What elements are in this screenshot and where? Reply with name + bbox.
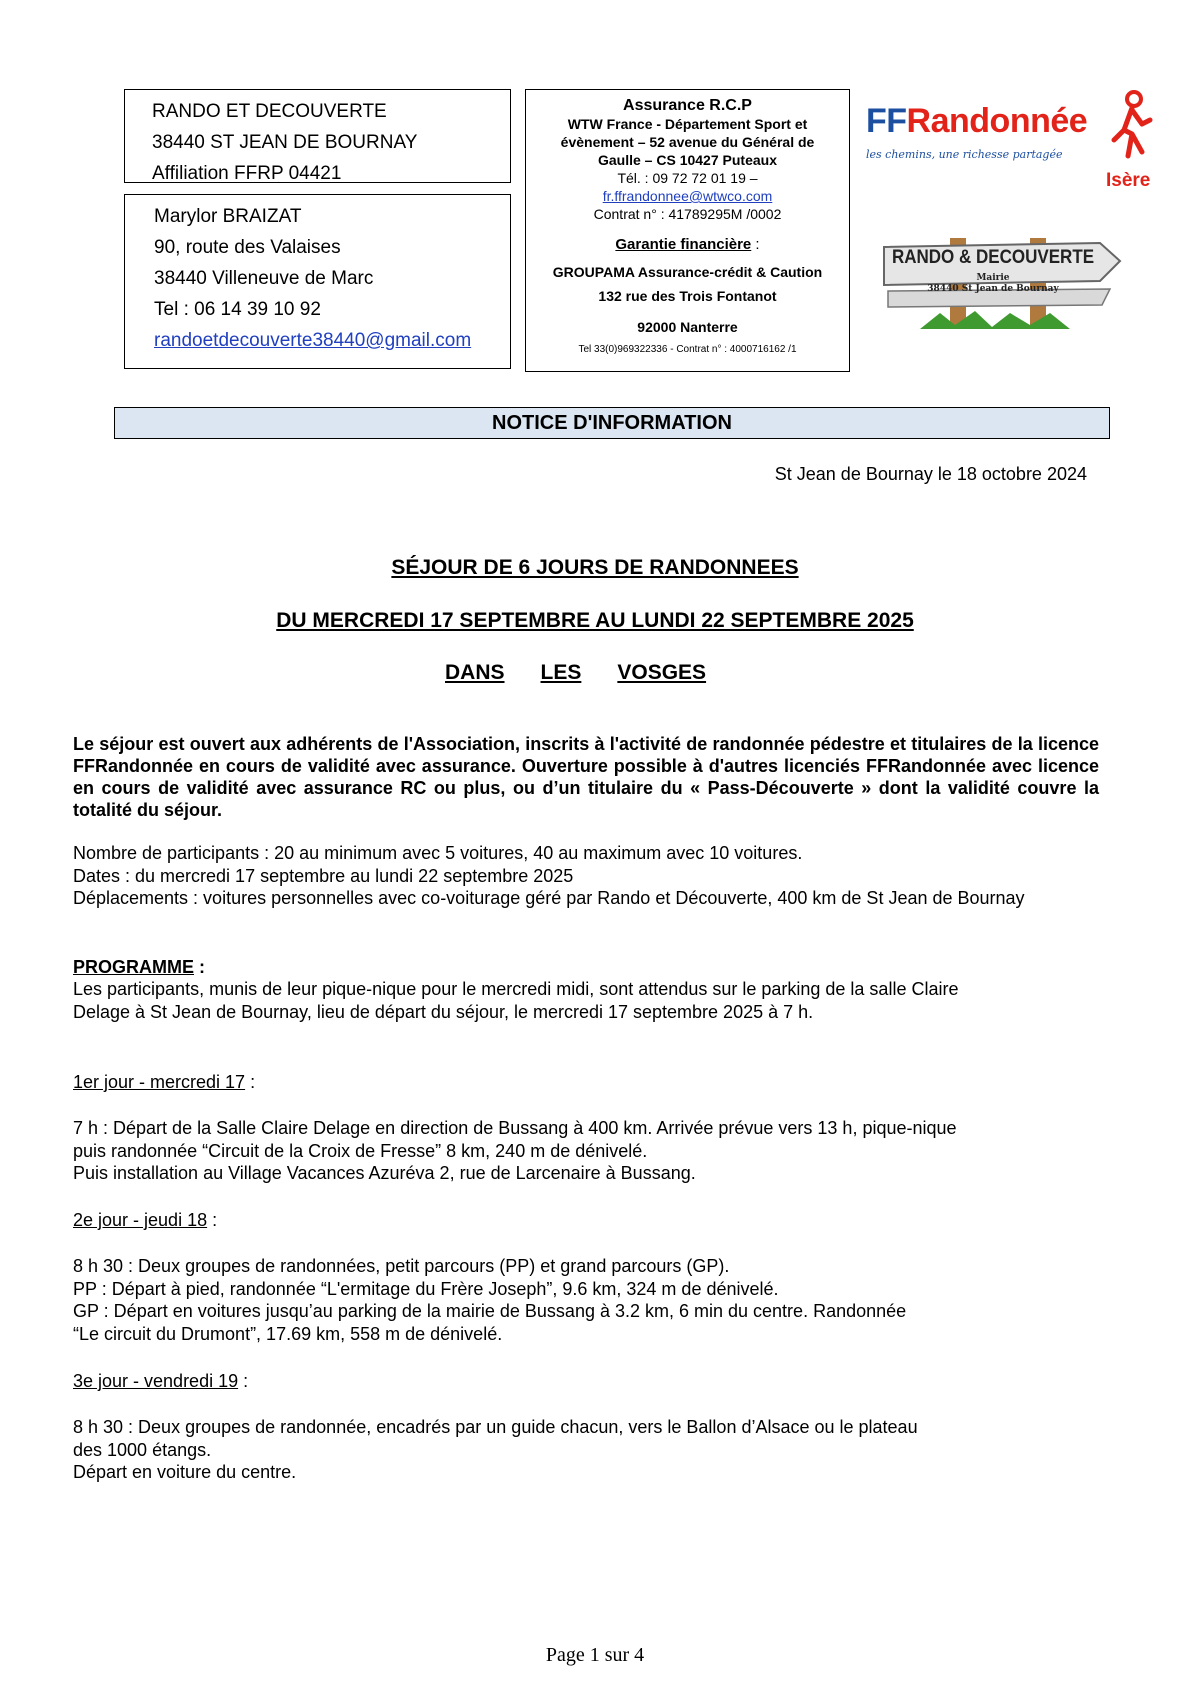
ffr-region: Isère xyxy=(1106,170,1151,191)
day-1-colon: : xyxy=(245,1072,256,1092)
sign-line-2: 38440 St Jean de Bournay xyxy=(927,284,1059,294)
title-les: LES xyxy=(540,661,582,684)
title-dates: DU MERCREDI 17 SEPTEMBRE AU LUNDI 22 SEPTEMBRE 2025 xyxy=(276,609,914,632)
insurance-title: Assurance R.C.P xyxy=(623,97,752,114)
ffr-brand-prefix: FF xyxy=(866,102,907,140)
sign-title: RANDO & DECOUVERTE xyxy=(891,245,1095,268)
contact-box xyxy=(124,194,511,369)
day-3-label: 3e jour - vendredi 19 xyxy=(73,1371,239,1391)
day-2-line-1: 8 h 30 : Deux groupes de randonnées, petit parcours (PP) et grand parcours (GP). xyxy=(73,1256,730,1276)
date-line: St Jean de Bournay le 18 octobre 2024 xyxy=(774,464,1087,484)
programme-intro-line-1: Les participants, munis de leur pique-nique pour le mercredi midi, sont attendus sur le parking de la salle Claire xyxy=(73,979,959,999)
day-3-line-3: Départ en voiture du centre. xyxy=(73,1462,297,1482)
club-name: RANDO ET DECOUVERTE xyxy=(152,101,387,122)
guarantee-colon: : xyxy=(751,236,760,253)
day-2-line-3: GP : Départ en voitures jusqu’au parking de la mairie de Bussang à 3.2 km, 6 min du centre. Randonnée xyxy=(73,1301,907,1321)
contact-phone: Tel : 06 14 39 10 92 xyxy=(154,299,321,320)
info-dates: Dates : du mercredi 17 septembre au lundi 22 septembre 2025 xyxy=(73,865,574,886)
insurance-box xyxy=(525,89,850,372)
contact-street: 90, route des Valaises xyxy=(154,237,341,258)
programme-heading: PROGRAMME xyxy=(73,957,194,977)
ffr-brand-main: Randonnée xyxy=(906,102,1088,140)
title-dans: DANS xyxy=(445,661,505,684)
title-sejour: SÉJOUR DE 6 JOURS DE RANDONNEES xyxy=(391,556,799,579)
sign-line-1: Mairie xyxy=(976,273,1010,283)
day-1-line-2: puis randonnée “Circuit de la Croix de Fresse” 8 km, 240 m de dénivelé. xyxy=(73,1140,648,1161)
club-box xyxy=(124,89,511,183)
day-1-line-1: 7 h : Départ de la Salle Claire Delage en direction de Bussang à 400 km. Arrivée prévue vers 13 h, pique-nique xyxy=(73,1118,957,1138)
notice-banner xyxy=(114,407,1110,439)
info-travel: Déplacements : voitures personnelles avec co-voiturage géré par Rando et Découverte, 400 km de St Jean de Bournay xyxy=(73,888,1025,908)
insurer-city: 92000 Nanterre xyxy=(637,319,738,335)
hiker-icon xyxy=(1108,90,1156,162)
insurance-line-1: WTW France - Département Sport et xyxy=(567,116,808,132)
day-3-line-1: 8 h 30 : Deux groupes de randonnée, encadrés par un guide chacun, vers le Ballon d’Alsace ou le plateau xyxy=(73,1417,918,1437)
contact-city: 38440 Villeneuve de Marc xyxy=(154,268,374,289)
insurer-name: GROUPAMA Assurance-crédit & Caution xyxy=(552,264,823,280)
programme-colon: : xyxy=(194,957,205,977)
club-city: 38440 ST JEAN DE BOURNAY xyxy=(152,132,418,153)
info-participants: Nombre de participants : 20 au minimum avec 5 voitures, 40 au maximum avec 10 voitures. xyxy=(73,843,803,863)
intro-paragraph: Le séjour est ouvert aux adhérents de l'Association, inscrits à l'activité de randonnée pédestre et titulaires de la licence FFRandonnée en cours de validité avec assurance. Ouverture possible à d'autres licenciés FFRandonnée avec licence en cours de validité avec assurance RC ou plus, ou d’un titulaire du « Pass-Découverte » dont la validité couvre la totalité du séjour. xyxy=(73,734,1099,820)
contact-email-link[interactable]: randoetdecouverte38440@gmail.com xyxy=(154,330,472,351)
insurance-email-link[interactable]: fr.ffrandonnee@wtwco.com xyxy=(602,188,773,204)
insurance-phone: Tél. : 09 72 72 01 19 – xyxy=(617,170,758,186)
day-1-label: 1er jour - mercredi 17 xyxy=(73,1072,246,1092)
day-2-line-4: “Le circuit du Drumont”, 17.69 km, 558 m de dénivelé. xyxy=(73,1323,503,1344)
page-number: Page 1 sur 4 xyxy=(545,1644,645,1666)
contact-name: Marylor BRAIZAT xyxy=(154,206,302,227)
guarantee-label: Garantie financière xyxy=(615,236,752,253)
day-2-colon: : xyxy=(207,1210,218,1230)
notice-title: NOTICE D'INFORMATION xyxy=(492,412,732,434)
title-vosges: VOSGES xyxy=(617,661,707,684)
programme-intro-line-2: Delage à St Jean de Bournay, lieu de départ du séjour, le mercredi 17 septembre 2025 à 7 h. xyxy=(73,1001,814,1022)
ffr-slogan: les chemins, une richesse partagée xyxy=(866,148,1063,161)
day-2-label: 2e jour - jeudi 18 xyxy=(73,1210,208,1230)
insurance-contract: Contrat n° : 41789295M /0002 xyxy=(593,206,782,222)
day-1-line-3: Puis installation au Village Vacances Azuréva 2, rue de Larcenaire à Bussang. xyxy=(73,1163,696,1183)
insurance-line-3: Gaulle – CS 10427 Puteaux xyxy=(598,152,777,168)
day-2-line-2: PP : Départ à pied, randonnée “L'ermitage du Frère Joseph”, 9.6 km, 324 m de dénivelé. xyxy=(73,1278,779,1299)
rando-sign-logo xyxy=(880,233,1125,333)
insurance-line-2: évènement – 52 avenue du Général de xyxy=(560,134,815,150)
insurer-street: 132 rue des Trois Fontanot xyxy=(598,288,777,304)
club-affiliation: Affiliation FFRP 04421 xyxy=(152,163,342,184)
day-3-line-2: des 1000 étangs. xyxy=(73,1439,212,1460)
insurer-footer: Tel 33(0)969322336 - Contrat n° : 4000716162 /1 xyxy=(578,344,797,355)
ffrandonnee-logo xyxy=(866,90,1166,195)
day-3-colon: : xyxy=(238,1371,249,1391)
